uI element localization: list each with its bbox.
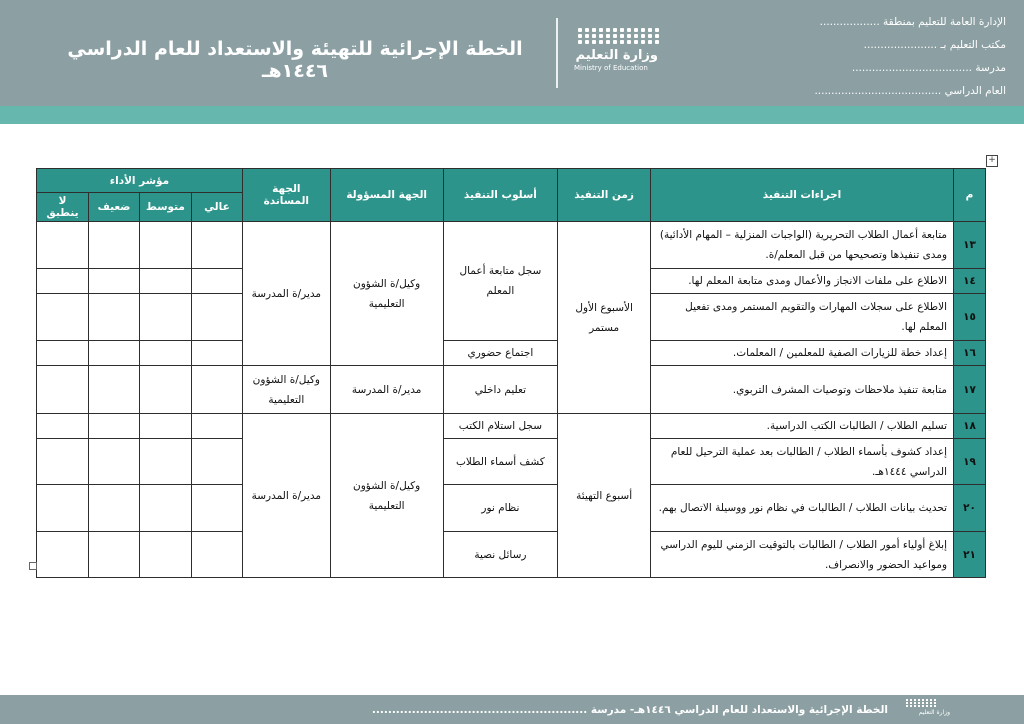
indicator-cell-na[interactable]	[37, 269, 89, 294]
procedure-cell[interactable]: تسليم الطلاب / الطالبات الكتب الدراسية.	[651, 414, 954, 439]
logo-arabic-text: وزارة التعليم	[575, 48, 658, 63]
supporting-cell[interactable]: مدير/ة المدرسة	[242, 222, 330, 366]
header-level-high: عالي	[191, 193, 242, 222]
indicator-cell-medium[interactable]	[139, 269, 191, 294]
page-title: الخطة الإجرائية للتهيئة والاستعداد للعام الدراسي ١٤٤٦هـ	[67, 38, 523, 82]
supporting-cell[interactable]: مدير/ة المدرسة	[242, 414, 330, 578]
method-cell[interactable]: تعليم داخلي	[443, 366, 558, 414]
header-time: زمن التنفيذ	[558, 169, 651, 222]
procedure-cell[interactable]: متابعة تنفيذ ملاحظات وتوصيات المشرف التربوي.	[651, 366, 954, 414]
indicator-cell-weak[interactable]	[89, 414, 140, 439]
indicator-cell-na[interactable]	[37, 485, 89, 532]
footer-logo-icon	[906, 699, 950, 721]
responsible-cell[interactable]: مدير/ة المدرسة	[330, 366, 443, 414]
indicator-cell-high[interactable]	[191, 439, 242, 485]
method-cell[interactable]: اجتماع حضوري	[443, 341, 558, 366]
header-indicator: مؤشر الأداء	[37, 169, 243, 193]
table-move-handle-icon[interactable]: +	[986, 155, 998, 167]
row-number: ١٨	[954, 414, 986, 439]
procedure-cell[interactable]: تحديث بيانات الطلاب / الطالبات في نظام نور ووسيلة الاتصال بهم.	[651, 485, 954, 532]
row-number: ١٧	[954, 366, 986, 414]
header-responsible: الجهة المسؤولة	[330, 169, 443, 222]
responsible-cell[interactable]: وكيل/ة الشؤون التعليمية	[330, 222, 443, 366]
header-procedures: اجراءات التنفيذ	[651, 169, 954, 222]
indicator-cell-high[interactable]	[191, 294, 242, 341]
procedure-cell[interactable]: الاطلاع على ملفات الانجاز والأعمال ومدى متابعة المعلم لها.	[651, 269, 954, 294]
responsible-cell[interactable]: وكيل/ة الشؤون التعليمية	[330, 414, 443, 578]
indicator-cell-weak[interactable]	[89, 366, 140, 414]
indicator-cell-high[interactable]	[191, 341, 242, 366]
indicator-cell-medium[interactable]	[139, 439, 191, 485]
procedure-cell[interactable]: إعداد خطة للزيارات الصفية للمعلمين / المعلمات.	[651, 341, 954, 366]
ministry-logo	[574, 28, 664, 88]
header-level-weak: ضعيف	[89, 193, 140, 222]
indicator-cell-na[interactable]	[37, 341, 89, 366]
procedure-cell[interactable]: الاطلاع على سجلات المهارات والتقويم المستمر ومدى تفعيل المعلم لها.	[651, 294, 954, 341]
row-number: ١٣	[954, 222, 986, 269]
indicator-cell-medium[interactable]	[139, 414, 191, 439]
row-number: ١٩	[954, 439, 986, 485]
header-level-na: لا ينطبق	[37, 193, 89, 222]
indicator-cell-high[interactable]	[191, 532, 242, 578]
procedure-cell[interactable]: إعداد كشوف بأسماء الطلاب / الطالبات بعد عملية الترحيل للعام الدراسي ١٤٤٤هـ.	[651, 439, 954, 485]
indicator-cell-weak[interactable]	[89, 439, 140, 485]
plan-table	[36, 168, 986, 578]
row-number: ١٤	[954, 269, 986, 294]
method-cell[interactable]: رسائل نصية	[443, 532, 558, 578]
method-cell[interactable]: سجل متابعة أعمال المعلم	[443, 222, 558, 341]
indicator-cell-na[interactable]	[37, 222, 89, 269]
row-number: ٢٠	[954, 485, 986, 532]
indicator-cell-high[interactable]	[191, 366, 242, 414]
indicator-cell-medium[interactable]	[139, 485, 191, 532]
indicator-cell-weak[interactable]	[89, 341, 140, 366]
indicator-cell-medium[interactable]	[139, 341, 191, 366]
method-cell[interactable]: كشف أسماء الطلاب	[443, 439, 558, 485]
indicator-cell-medium[interactable]	[139, 222, 191, 269]
indicator-cell-na[interactable]	[37, 414, 89, 439]
logo-dots-icon	[578, 28, 664, 44]
info-school: مدرسة ....................................	[851, 62, 1006, 74]
supporting-cell[interactable]: وكيل/ة الشؤون التعليمية	[242, 366, 330, 414]
indicator-cell-weak[interactable]	[89, 485, 140, 532]
time-cell[interactable]: أسبوع التهيئة	[558, 414, 651, 578]
indicator-cell-weak[interactable]	[89, 294, 140, 341]
row-number: ٢١	[954, 532, 986, 578]
indicator-cell-na[interactable]	[37, 439, 89, 485]
row-number: ١٦	[954, 341, 986, 366]
header-divider	[556, 18, 558, 88]
method-cell[interactable]: سجل استلام الكتب	[443, 414, 558, 439]
indicator-cell-high[interactable]	[191, 414, 242, 439]
procedure-cell[interactable]: إبلاغ أولياء أمور الطلاب / الطالبات بالتوقيت الزمني لليوم الدراسي ومواعيد الحضور والانصراف.	[651, 532, 954, 578]
indicator-cell-high[interactable]	[191, 222, 242, 269]
info-office: مكتب التعليم بـ ......................	[863, 39, 1006, 51]
header-num: م	[954, 169, 986, 222]
method-cell[interactable]: نظام نور	[443, 485, 558, 532]
indicator-cell-weak[interactable]	[89, 222, 140, 269]
row-number: ١٥	[954, 294, 986, 341]
info-region: الإدارة العامة للتعليم بمنطقة ..................	[819, 16, 1006, 28]
header-accent-strip	[0, 106, 1024, 124]
header-level-medium: متوسط	[139, 193, 191, 222]
indicator-cell-weak[interactable]	[89, 532, 140, 578]
procedure-cell[interactable]: متابعة أعمال الطلاب التحريرية (الواجبات المنزلية – المهام الأدائية) ومدى تنفيذها وتصحيحها من قبل المعلم/ة.	[651, 222, 954, 269]
school-info-block	[776, 14, 1006, 106]
time-cell[interactable]: الأسبوع الأول مستمر	[558, 222, 651, 414]
header-supporting: الجهة المساندة	[242, 169, 330, 222]
indicator-cell-high[interactable]	[191, 485, 242, 532]
indicator-cell-na[interactable]	[37, 366, 89, 414]
indicator-cell-medium[interactable]	[139, 294, 191, 341]
header-method: أسلوب التنفيذ	[443, 169, 558, 222]
logo-english-text: Ministry of Education	[574, 64, 648, 72]
indicator-cell-high[interactable]	[191, 269, 242, 294]
indicator-cell-weak[interactable]	[89, 269, 140, 294]
indicator-cell-medium[interactable]	[139, 532, 191, 578]
footer-text: الخطة الإجرائية والاستعداد للعام الدراسي ١٤٤٦هـ- مدرسة ......................................................	[371, 704, 888, 716]
indicator-cell-na[interactable]	[37, 294, 89, 341]
table-resize-handle-icon[interactable]	[29, 562, 37, 570]
indicator-cell-medium[interactable]	[139, 366, 191, 414]
info-year: العام الدراسي ......................................	[814, 85, 1006, 97]
indicator-cell-na[interactable]	[37, 532, 89, 578]
footer-logo-text: وزارة التعليم	[918, 709, 950, 716]
